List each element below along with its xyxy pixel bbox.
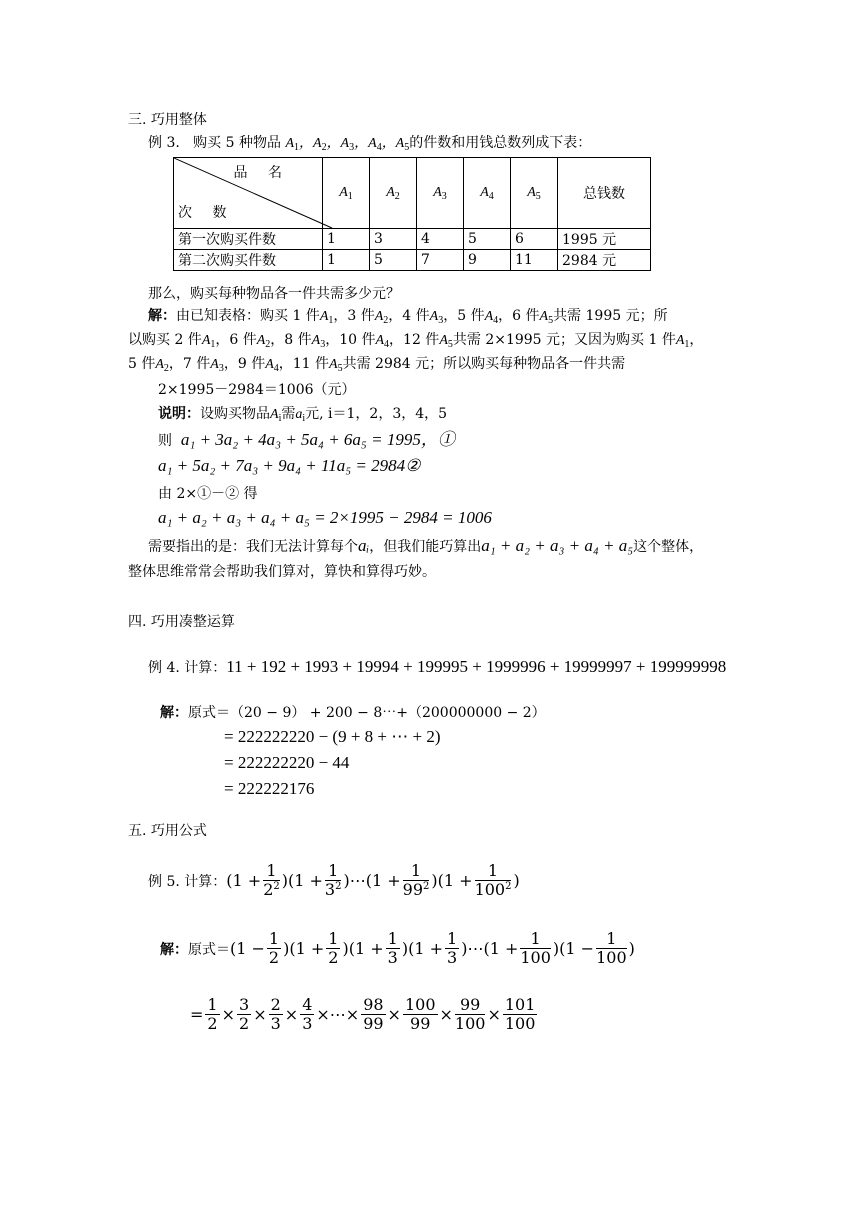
col-a1: $A_1$ [323,158,370,229]
solution-4-line: 解：原式＝（20 − 9） + 200 − 8⋯+（200000000 − 2） [160,705,546,721]
example-5-line: 例 5. 计算： ( 1 + $\frac{1}{2^2}$ ) ( 1 + $\frac{1}{3^2}$ ) ⋯ ( 1 + $\frac{1}{99^2}$ ) ( 1 + $\frac{1}{100^2}$ ) [148,861,520,899]
derive-line: 由 2×①－② 得 [158,486,258,502]
example-3-line: 例 3. 购买 5 种物品 $A_1$，$A_2$，$A_3$，$A_4$，$A_5$的件数和用钱总数列成下表： [148,135,592,153]
example-4-line: 例 4. 计算：11 + 192 + 1993 + 19994 + 199995 + 1999996 + 19999997 + 199999998 [148,657,727,676]
table-row: 第一次购买件数 1 3 4 5 6 1995 元 [174,229,651,250]
example-3-label: 例 3. [148,135,180,151]
col-a4: $A_4$ [464,158,511,229]
note-line: 说明：设购买物品$A_i$需$a_i$元, i＝1，2，3，4，5 [158,406,448,424]
remark-line-1: 需要指出的是：我们无法计算每个aᵢ，但我们能巧算出a₁ + a₂ + a₃ + a₄ + a₅这个整体， [148,536,704,555]
solution-line-2: 以购买 2 件$A_1$，6 件$A_2$，8 件$A_3$，10 件$A_4$，12 件$A_5$共需 2×1995 元；又因为购买 1 件$A_1$， [128,332,704,350]
solution-5-line: 解： 原式＝ ( 1 − $\frac{1}{2}$ ) ( 1 + $\frac{1}{2}$ ) ( 1 + $\frac{1}{3}$ ) ( 1 + $\frac{1}{3}$ ) ⋯ ( 1 + $\frac{1}{100}$ ) ( 1 − $\frac{1}{100}$ ) [160,929,635,967]
remark-line-2: 整体思维常常会帮助我们算对，算快和算得巧妙。 [128,564,436,580]
purchase-table [173,157,651,271]
section-4-title: 四. 巧用凑整运算 [128,614,235,630]
solution-line-1: 解：由已知表格：购买 1 件$A_1$，3 件$A_2$，4 件$A_3$，5 件$A_4$，6 件$A_5$共需 1995 元；所 [148,308,668,326]
step-1: = 222222220 − (9 + 8 + ⋯ + 2) [224,727,441,746]
col-a5: $A_5$ [511,158,558,229]
question-text: 那么，购买每种物品各一件共需多少元？ [148,286,400,302]
equation-2: a₁ + 5a₂ + 7a₃ + 9a₄ + 11a₅ = 2984② [158,456,421,475]
col-a2: $A_2$ [370,158,417,229]
col-total: 总钱数 [558,158,651,229]
step-3: = 222222176 [224,779,315,798]
diagonal-header-cell: 品 名 次 数 [174,158,323,229]
section-3-title: 三. 巧用整体 [128,112,207,128]
equation-1: 则 a₁ + 3a₂ + 4a₃ + 5a₄ + 6a₅ = 1995，① [158,430,455,449]
table-row: 第二次购买件数 1 5 7 9 11 2984 元 [174,250,651,271]
equation-3: a₁ + a₂ + a₃ + a₄ + a₅ = 2×1995 − 2984 = 1006 [158,508,492,527]
calc-line: 2×1995－2984＝1006（元） [158,382,356,398]
col-a3: $A_3$ [417,158,464,229]
solution-line-3: 5 件$A_2$，7 件$A_3$，9 件$A_4$，11 件$A_5$共需 2984 元；所以购买每种物品各一件共需 [128,356,626,374]
step-2: = 222222220 − 44 [224,753,350,772]
product-line: = $\frac{1}{2}$ × $\frac{3}{2}$ × $\frac{2}{3}$ × $\frac{4}{3}$ × ⋯ × $\frac{98}{99}$ × $\frac{100}{99}$ × $\frac{99}{100}$ × $\frac{101}{100}$ [190,995,536,1033]
section-5-title: 五. 巧用公式 [128,823,207,839]
table-header-row [174,158,651,229]
